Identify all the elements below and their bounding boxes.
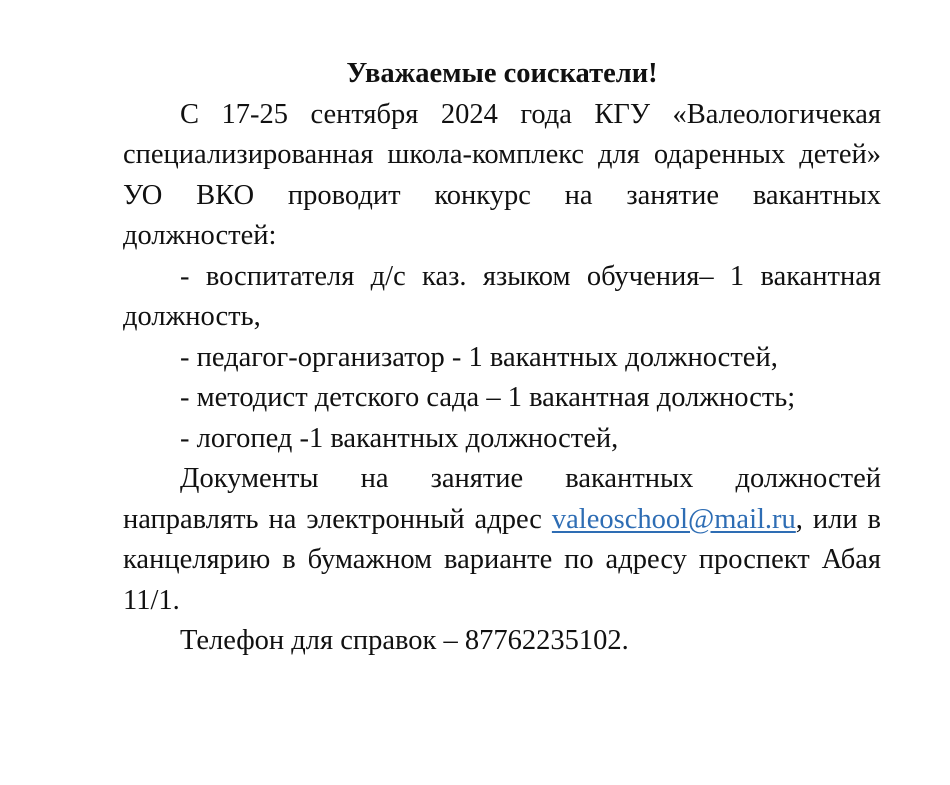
phone-line: Телефон для справок – 87762235102. [180, 625, 629, 656]
documents-paragraph [123, 459, 881, 621]
documents-text-after: , или в канцелярию в бумажном варианте по адресу проспект Абая 11/1. [123, 503, 881, 616]
intro-paragraph: С 17-25 сентября 2024 года КГУ «Валеологичекая специализированная школа-комплекс для одаренных детей» УО ВКО проводит конкурс на занятие вакантных должностей: [123, 98, 881, 251]
announcement-title: Уважаемые соискатели! [346, 58, 658, 89]
documents-text-before: Документы на занятие вакантных должностей направлять на электронный адрес [123, 463, 881, 535]
vacancy-item-speech-therapist: - логопед -1 вакантных должностей, [180, 422, 619, 454]
announcement-document [123, 54, 881, 662]
email-link[interactable]: valeoschool@mail.ru [551, 503, 796, 535]
vacancy-item-educator: - воспитателя д/с каз. языком обучения– 1 вакантная должность, [123, 260, 881, 332]
vacancy-item-methodist: - методист детского сада – 1 вакантная должность; [180, 382, 796, 413]
vacancy-item-organizer: - педагог-организатор - 1 вакантных должностей, [180, 341, 778, 373]
